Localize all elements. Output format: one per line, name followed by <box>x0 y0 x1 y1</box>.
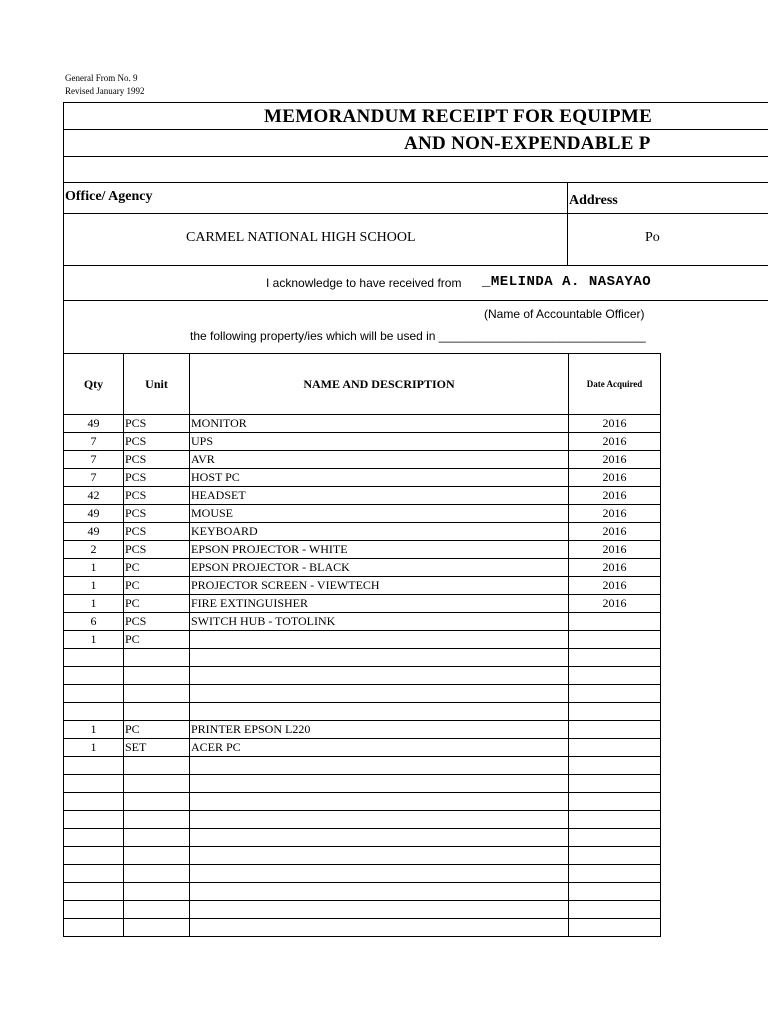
description-cell <box>190 775 569 793</box>
document-title-line1: MEMORANDUM RECEIPT FOR EQUIPME <box>264 106 653 127</box>
qty-cell <box>64 649 124 667</box>
divider <box>63 182 768 183</box>
qty-cell <box>64 667 124 685</box>
date-cell <box>569 667 661 685</box>
date-cell <box>569 631 661 649</box>
divider <box>63 129 768 130</box>
table-row <box>64 523 661 541</box>
table-row <box>64 433 661 451</box>
description-cell: SWITCH HUB - TOTOLINK <box>190 613 569 631</box>
unit-cell: PC <box>124 595 190 613</box>
qty-cell <box>64 811 124 829</box>
divider <box>63 156 768 157</box>
date-cell <box>569 739 661 757</box>
description-cell: MOUSE <box>190 505 569 523</box>
unit-cell <box>124 775 190 793</box>
column-divider <box>567 182 568 265</box>
form-number-block <box>65 72 144 98</box>
date-cell: 2016 <box>569 577 661 595</box>
unit-cell <box>124 847 190 865</box>
qty-cell <box>64 703 124 721</box>
description-cell: HEADSET <box>190 487 569 505</box>
address-label: Address <box>569 193 618 208</box>
date-cell <box>569 775 661 793</box>
description-cell <box>190 793 569 811</box>
unit-cell <box>124 811 190 829</box>
date-cell <box>569 865 661 883</box>
unit-cell: PC <box>124 577 190 595</box>
form-revision: Revised January 1992 <box>65 86 145 96</box>
date-cell <box>569 883 661 901</box>
table-row <box>64 613 661 631</box>
qty-cell: 49 <box>64 505 124 523</box>
qty-cell <box>64 793 124 811</box>
qty-cell: 1 <box>64 631 124 649</box>
date-cell: 2016 <box>569 487 661 505</box>
table-row <box>64 541 661 559</box>
qty-cell: 7 <box>64 469 124 487</box>
qty-cell: 2 <box>64 541 124 559</box>
table-row <box>64 469 661 487</box>
unit-cell: PCS <box>124 415 190 433</box>
table-row <box>64 811 661 829</box>
date-cell <box>569 721 661 739</box>
qty-cell <box>64 757 124 775</box>
table-row <box>64 757 661 775</box>
date-cell: 2016 <box>569 559 661 577</box>
qty-cell: 42 <box>64 487 124 505</box>
qty-cell: 1 <box>64 559 124 577</box>
unit-cell <box>124 829 190 847</box>
qty-cell: 1 <box>64 721 124 739</box>
unit-cell: SET <box>124 739 190 757</box>
date-cell <box>569 811 661 829</box>
qty-cell: 7 <box>64 451 124 469</box>
table-row <box>64 703 661 721</box>
date-cell: 2016 <box>569 469 661 487</box>
qty-cell: 49 <box>64 523 124 541</box>
table-row <box>64 451 661 469</box>
date-cell: 2016 <box>569 505 661 523</box>
qty-cell <box>64 775 124 793</box>
qty-cell: 1 <box>64 739 124 757</box>
description-cell: PRINTER EPSON L220 <box>190 721 569 739</box>
date-acquired-header: Date Acquired <box>569 354 661 415</box>
unit-cell: PC <box>124 559 190 577</box>
description-cell: EPSON PROJECTOR - BLACK <box>190 559 569 577</box>
table-row <box>64 487 661 505</box>
table-row <box>64 595 661 613</box>
description-cell <box>190 847 569 865</box>
qty-cell <box>64 829 124 847</box>
office-agency-label: Office/ Agency <box>65 189 153 204</box>
description-cell: KEYBOARD <box>190 523 569 541</box>
unit-cell: PCS <box>124 487 190 505</box>
date-cell: 2016 <box>569 415 661 433</box>
description-cell: EPSON PROJECTOR - WHITE <box>190 541 569 559</box>
unit-cell <box>124 865 190 883</box>
unit-cell <box>124 901 190 919</box>
description-cell: PROJECTOR SCREEN - VIEWTECH <box>190 577 569 595</box>
date-cell <box>569 649 661 667</box>
date-cell <box>569 703 661 721</box>
description-cell <box>190 631 569 649</box>
qty-cell: 1 <box>64 595 124 613</box>
unit-cell: PCS <box>124 451 190 469</box>
description-cell <box>190 919 569 937</box>
date-cell: 2016 <box>569 433 661 451</box>
acknowledgement-text: I acknowledge to have received from <box>266 276 462 290</box>
table-row <box>64 631 661 649</box>
date-cell <box>569 793 661 811</box>
qty-cell <box>64 901 124 919</box>
table-header-row <box>64 354 661 415</box>
table-row <box>64 883 661 901</box>
description-cell: HOST PC <box>190 469 569 487</box>
description-cell: AVR <box>190 451 569 469</box>
accountable-officer-name: _MELINDA A. NASAYAO <box>482 274 652 290</box>
form-number: General From No. 9 <box>65 73 138 83</box>
table-row <box>64 793 661 811</box>
date-cell <box>569 685 661 703</box>
qty-cell <box>64 919 124 937</box>
qty-cell <box>64 865 124 883</box>
table-row <box>64 415 661 433</box>
description-cell <box>190 703 569 721</box>
table-row <box>64 667 661 685</box>
qty-header: Qty <box>64 354 124 415</box>
unit-cell: PCS <box>124 469 190 487</box>
unit-cell <box>124 649 190 667</box>
qty-cell: 6 <box>64 613 124 631</box>
divider <box>63 300 768 301</box>
description-cell <box>190 649 569 667</box>
table-row <box>64 577 661 595</box>
qty-cell: 7 <box>64 433 124 451</box>
usage-statement: the following property/ies which will be used in _______________________________ <box>190 329 646 343</box>
date-cell <box>569 901 661 919</box>
accountable-officer-caption: (Name of Accountable Officer) <box>484 307 645 321</box>
unit-cell <box>124 757 190 775</box>
document-title-line2: AND NON-EXPENDABLE P <box>404 133 651 154</box>
unit-cell: PC <box>124 721 190 739</box>
description-cell <box>190 685 569 703</box>
unit-cell: PC <box>124 631 190 649</box>
property-table <box>63 353 661 937</box>
divider <box>63 213 768 214</box>
unit-cell: PCS <box>124 541 190 559</box>
unit-cell <box>124 685 190 703</box>
unit-cell <box>124 919 190 937</box>
unit-cell: PCS <box>124 433 190 451</box>
date-cell <box>569 919 661 937</box>
date-cell: 2016 <box>569 451 661 469</box>
table-row <box>64 829 661 847</box>
qty-cell <box>64 685 124 703</box>
date-cell: 2016 <box>569 595 661 613</box>
name-description-header: NAME AND DESCRIPTION <box>190 354 569 415</box>
table-row <box>64 865 661 883</box>
table-row <box>64 505 661 523</box>
table-row <box>64 919 661 937</box>
table-row <box>64 721 661 739</box>
table-row <box>64 847 661 865</box>
office-agency-value: CARMEL NATIONAL HIGH SCHOOL <box>186 230 416 245</box>
unit-cell <box>124 703 190 721</box>
date-cell <box>569 757 661 775</box>
qty-cell: 49 <box>64 415 124 433</box>
unit-header: Unit <box>124 354 190 415</box>
unit-cell <box>124 667 190 685</box>
description-cell: FIRE EXTINGUISHER <box>190 595 569 613</box>
date-cell: 2016 <box>569 523 661 541</box>
table-row <box>64 739 661 757</box>
unit-cell <box>124 883 190 901</box>
date-cell <box>569 847 661 865</box>
table-row <box>64 901 661 919</box>
date-cell <box>569 613 661 631</box>
address-value: Po <box>645 230 660 245</box>
unit-cell: PCS <box>124 523 190 541</box>
description-cell <box>190 883 569 901</box>
unit-cell <box>124 793 190 811</box>
qty-cell <box>64 847 124 865</box>
divider <box>63 265 768 266</box>
date-cell <box>569 829 661 847</box>
description-cell: MONITOR <box>190 415 569 433</box>
description-cell <box>190 865 569 883</box>
description-cell <box>190 829 569 847</box>
table-row <box>64 649 661 667</box>
date-cell: 2016 <box>569 541 661 559</box>
unit-cell: PCS <box>124 505 190 523</box>
unit-cell: PCS <box>124 613 190 631</box>
table-row <box>64 559 661 577</box>
description-cell: UPS <box>190 433 569 451</box>
description-cell <box>190 667 569 685</box>
description-cell: ACER PC <box>190 739 569 757</box>
description-cell <box>190 811 569 829</box>
table-row <box>64 775 661 793</box>
description-cell <box>190 757 569 775</box>
description-cell <box>190 901 569 919</box>
table-row <box>64 685 661 703</box>
qty-cell: 1 <box>64 577 124 595</box>
qty-cell <box>64 883 124 901</box>
